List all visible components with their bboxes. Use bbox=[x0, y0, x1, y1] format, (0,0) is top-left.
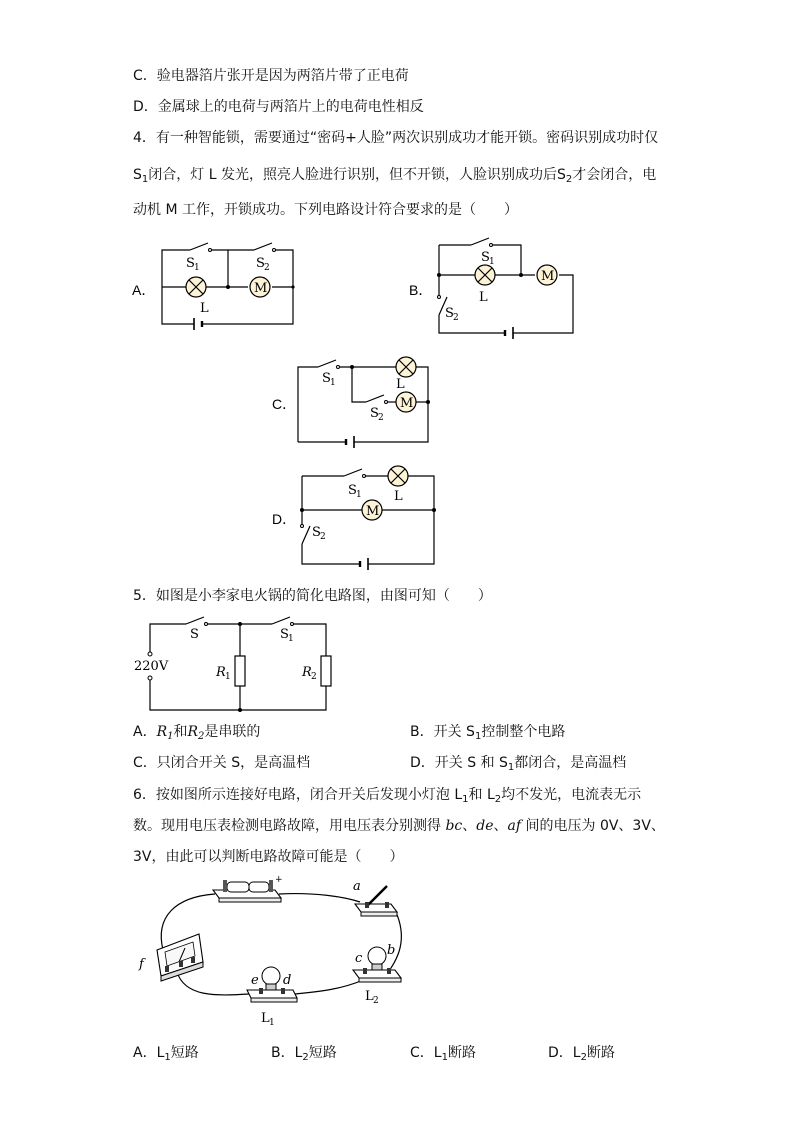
q5-option-d: D．开关 S 和 $S_1$都闭合，是高温档 bbox=[410, 755, 627, 773]
motor-icon bbox=[250, 277, 270, 297]
lamp-icon bbox=[186, 277, 206, 297]
svg-text:1: 1 bbox=[194, 263, 200, 273]
circuit-diagram-d bbox=[268, 460, 443, 570]
svg-text:2: 2 bbox=[378, 413, 384, 423]
svg-text:c: c bbox=[355, 951, 363, 966]
svg-text:M: M bbox=[366, 504, 380, 519]
svg-text:2: 2 bbox=[311, 672, 317, 682]
svg-text:a: a bbox=[353, 879, 361, 894]
svg-text:M: M bbox=[400, 396, 414, 411]
q6-option-b: B．$L_2$短路 bbox=[271, 1045, 337, 1063]
svg-text:S: S bbox=[312, 525, 321, 540]
svg-text:M: M bbox=[254, 281, 268, 296]
svg-text:1: 1 bbox=[330, 378, 336, 388]
q3-option-c: C．验电器箔片张开是因为两箔片带了正电荷 bbox=[133, 68, 409, 84]
q6-option-c: C．$L_1$断路 bbox=[410, 1045, 476, 1063]
option-c-label: C． bbox=[272, 396, 297, 412]
svg-text:S: S bbox=[370, 406, 379, 421]
svg-text:L: L bbox=[479, 290, 488, 305]
q5-option-a: A．$R_1$和$R_2$是串联的 bbox=[133, 724, 261, 742]
motor-icon bbox=[537, 265, 557, 285]
svg-text:S: S bbox=[256, 256, 265, 271]
q4-stem-line2: $S_1$闭合，灯 L 发光，照亮人脸进行识别，但不开锁，人脸识别成功后$S_2$才会闭合，电 bbox=[133, 167, 657, 185]
svg-text:S: S bbox=[280, 627, 289, 642]
option-b-label: B． bbox=[409, 282, 433, 298]
svg-text:d: d bbox=[283, 973, 292, 988]
svg-text:M: M bbox=[541, 269, 555, 284]
svg-text:e: e bbox=[251, 973, 259, 988]
lamp-icon bbox=[475, 265, 495, 285]
svg-text:b: b bbox=[387, 943, 396, 958]
svg-text:+: + bbox=[275, 875, 283, 885]
lamp-icon bbox=[388, 466, 408, 486]
q5-stem: 5．如图是小李家电火锅的简化电路图，由图可知（ ） bbox=[133, 588, 492, 604]
circuit-diagram-b bbox=[405, 235, 580, 345]
svg-text:S: S bbox=[322, 371, 331, 386]
svg-text:L: L bbox=[396, 377, 405, 392]
svg-text:1: 1 bbox=[269, 1018, 275, 1028]
q6-physical-circuit-diagram bbox=[135, 872, 410, 1037]
q6-stem-line1: 6．按如图所示连接好电路，闭合开关后发现小灯泡 $L_1$和 $L_2$均不发光，电流表无示 bbox=[133, 787, 642, 805]
svg-text:1: 1 bbox=[489, 257, 495, 267]
svg-text:S: S bbox=[348, 483, 357, 498]
svg-text:1: 1 bbox=[225, 672, 231, 682]
knife-switch bbox=[355, 886, 397, 916]
option-a-label: A． bbox=[132, 282, 156, 298]
circuit-diagram-a bbox=[128, 240, 308, 335]
svg-text:S: S bbox=[445, 306, 454, 321]
q6-stem-line3: 3V，由此可以判断电路故障可能是（ ） bbox=[133, 849, 404, 865]
svg-text:2: 2 bbox=[453, 313, 459, 323]
q5-circuit-diagram bbox=[130, 614, 340, 718]
svg-text:R: R bbox=[216, 665, 226, 680]
q5-option-c: C．只闭合开关 S，是高温档 bbox=[133, 755, 311, 771]
svg-text:L: L bbox=[261, 1011, 270, 1026]
svg-text:1: 1 bbox=[288, 634, 294, 644]
q6-stem-line2: 数。现用电压表检测电路故障，用电压表分别测得 bc、de、af 间的电压为 0V、3V、 bbox=[133, 818, 665, 834]
q6-option-a: A．$L_1$短路 bbox=[133, 1045, 199, 1063]
lamp-icon bbox=[396, 357, 416, 377]
motor-icon bbox=[362, 500, 382, 520]
svg-text:L: L bbox=[394, 489, 403, 504]
svg-text:S: S bbox=[190, 627, 199, 642]
svg-text:S: S bbox=[186, 256, 195, 271]
q4-stem-line1: 4．有一种智能锁，需要通过“密码+人脸”两次识别成功才能开锁。密码识别成功时仅 bbox=[133, 130, 659, 146]
svg-text:2: 2 bbox=[264, 263, 270, 273]
svg-text:L: L bbox=[200, 301, 209, 316]
resistor-r1 bbox=[235, 656, 245, 686]
q3-option-d: D．金属球上的电荷与两箔片上的电荷电性相反 bbox=[133, 99, 424, 115]
circuit-diagram-c bbox=[268, 352, 443, 452]
svg-text:R: R bbox=[302, 665, 312, 680]
svg-text:S: S bbox=[481, 250, 490, 265]
svg-text:220V: 220V bbox=[134, 659, 169, 674]
resistor-r2 bbox=[321, 656, 331, 686]
option-d-label: D． bbox=[272, 511, 297, 527]
svg-text:L: L bbox=[365, 989, 374, 1004]
ammeter-icon bbox=[157, 934, 203, 981]
q6-option-d: D．$L_2$断路 bbox=[548, 1045, 615, 1063]
q4-stem-line3: 动机 M 工作，开锁成功。下列电路设计符合要求的是（ ） bbox=[133, 202, 518, 218]
svg-text:1: 1 bbox=[356, 490, 362, 500]
battery-box bbox=[213, 875, 283, 902]
motor-icon bbox=[396, 392, 416, 412]
svg-text:f: f bbox=[139, 957, 144, 972]
q5-option-b: B．开关 $S_1$控制整个电路 bbox=[410, 724, 566, 742]
svg-text:2: 2 bbox=[320, 532, 326, 542]
svg-text:2: 2 bbox=[373, 996, 379, 1006]
